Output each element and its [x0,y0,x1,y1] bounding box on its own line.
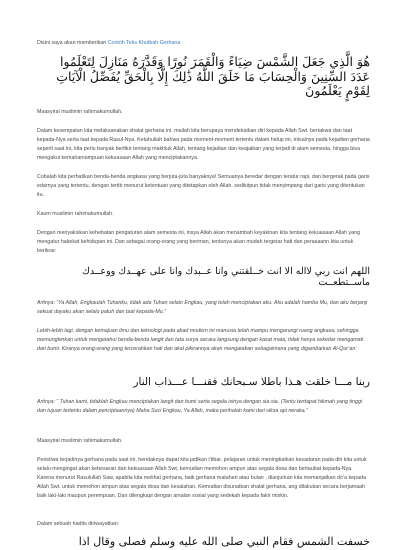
paragraph-benda-angkasa: Cobalah kita perhatikan benda-benda angkasa yang berjuta-juta banyaknya! Semuanya beredar dengan teratur rapi, dan bergerak pada garis edarnya yang tertentu, dengan tertib menurut ketentuan yang ditetapkan oleh Allah. sedikitpun tidak menyimpang dari garis yang ditentukan itu. [37,174,370,198]
greeting-2: Kaum muslimin rahimakumullah. [37,211,114,217]
paragraph-teknologi: Lebih-lebih lagi, dengan kemajuan ilmu dan teknologi pada abad modern ini manusia telah mampu mengarungi ruang angkasa, sehingga memungkinkan untuk mengetahui benda-benda langit dan tata surya secara langsung dengan kasat mata, tidak hanya sekedar mengamati dari bumi. Kiranya orang-orang yang tercerahkan hati dan akal pikirannya akan mengatakan sebagaimana yang digambarkan Al-Qur’an: [37,328,364,352]
translation-doa: Artinya: “Ya Allah, Engkaulah Tuhanku, tidak ada Tuhan selain Engkau, yang telah menciptakan aku. Aku adalah hamba Mu, dan aku berjanji sekuat dayaku akan selalu patuh dan taat kepada-Mu.” [37,300,368,315]
paragraph-kesempatan: Dalam kesempatan kita melaksanakan shalat gerhana ini, mailah kita berupaya mendekatkan diri kepada Allah Swt. bertakwa dan taat kepada-Nya serta taat kepada Rasul-Nya. Ketahuilah bahwa pada moment-moment tertentu dalam hidup ini, misalnya pada kejadian gerhana seperti saat ini, kita perlu banyak berfikir tentang makhluk Allah, tentang kejadian dan keajaiban yang terjadi di alam semesta, hingga bisa mengakui kemahamampuan kekuasaan Allah yang menciptakannya. [37,128,370,161]
paragraph-alam-semesta: Dengan menyaksikan kehebatan pengaturan alam semesta ini, insya Allah akan menambah keyakinan kita tentang kekuasaan Allah yang mengatur hakekat kehidupan ini. Dan sebagai orang-orang yang beriman, tentunya akan mudah tergetar hati dan perasaann kita untuk berikrar: [37,230,361,254]
intro-text: Disini saya akan memberikan [37,40,107,46]
quran-verse: هُوَ الَّذِي جَعَلَ الشَّمْسَ ضِيَاءً وَالْقَمَرَ نُورًا وَقَدَّرَهُ مَنَازِلَ لِتَعْلَمُوا عَدَدَ السِّنِينَ وَالْحِسَابَ مَا خَلَقَ اللَّهُ ذَٰلِكَ إِلَّا بِالْحَقِّ يُفَصِّلُ الْآيَاتِ لِقَوْمٍ يَعْلَمُونَ [56,54,370,98]
doa-verse: اللهم انت ربي لااله الا انت خــلقتني وانا عــبدك وانا على عهــدك ووعــدك ماســتطعــت [82,266,370,288]
intro-line [37,39,180,48]
paragraph-gerhana: Peristiwa terjadinya gerhana pada saat ini, hendaknya dapat kita jadikan i’tibar, pelajaran untuk meningkatkan kesadaran pada diri kita untuk selalu mengingat akan kebesaran dan kekuasaan Allah Swt, kemudian memohon ampun atas segala dosa dan bertaubat kepada-Nya. Karena menurut Rasulullah Saw, apabila kita melihat gerhana, baik gerhana matahari atau bulan , dianjurkan kita memanjatkan do’a kepada Allah Swt. untuk memohon ampun atas segala dosa dan kesalahan. Kemudian disunatkan shalat gerhana, ang dilakukan secara berjamaah baik laki-laki maupun perempuan. Dan dilengkapi dengan amalan sosial yang sedekah kepada fakir miskin. [37,457,367,499]
translation-rabbana: Artinya: “ Tuhan kami, tidaklah Engkau menciptakan langit dan bumi serta segala isinya dengan sia-sia. (Tentu terdapat hikmah yang tinggi dan tujuan tertentu dalam penciptaannya) Maha Suci Engkau, Ya Allah, maka perihalah kami dari siksa api neraka.” [37,399,363,414]
rabbana-verse: ربنا مـــا خلقت هـذا باطلا سـبحانك فقنـــا عـــذاب النار [133,376,370,388]
paragraph-hadits-intro: Dalam sebuah hadits diriwayatkan: [37,521,120,527]
intro-link[interactable]: Contoh Teks Khutbah Gerhana [107,40,181,46]
greeting-3: Maasyiral muslimin rahimakumullah. [37,438,123,444]
greeting-1: Maasyiral muslimin rahimakumullah. [37,109,123,115]
hadith-verse: خسفت الشمس فقام النبي صلى الله عليه وسلم فصلى وقال اذا [78,535,370,548]
